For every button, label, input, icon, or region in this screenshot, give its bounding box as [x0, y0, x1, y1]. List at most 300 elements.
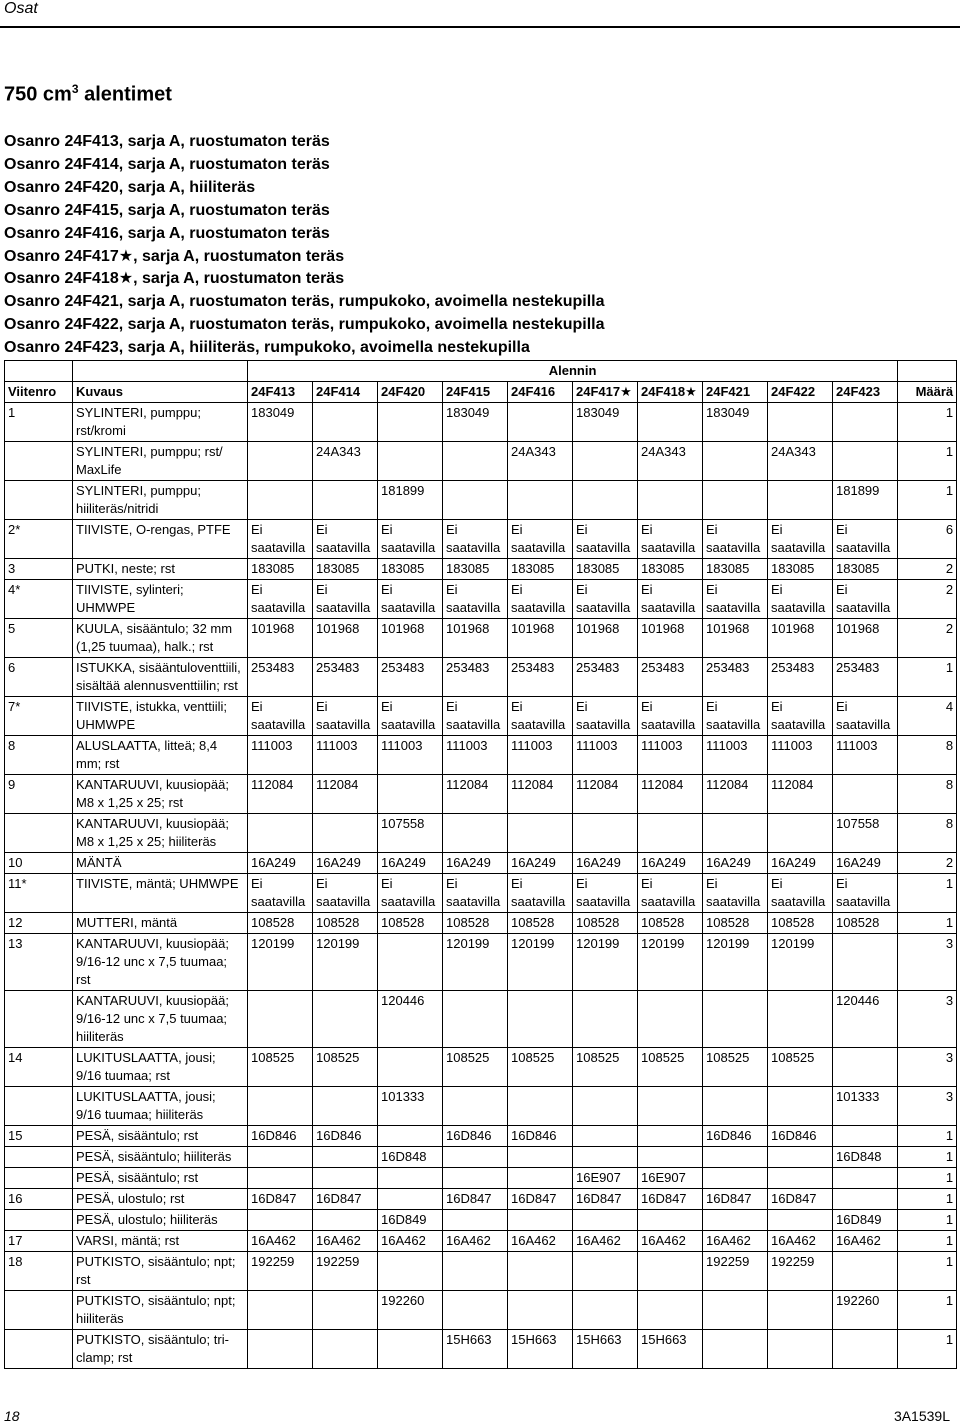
- part-number-cell: 120199: [313, 934, 378, 991]
- part-number-cell: 16E907: [573, 1168, 638, 1189]
- ref-cell: 14: [5, 1048, 73, 1087]
- part-number-cell: 16D846: [768, 1126, 833, 1147]
- part-number-cell: [248, 1210, 313, 1231]
- part-number-cell: [313, 814, 378, 853]
- part-number-cell: 16D847: [768, 1189, 833, 1210]
- part-number-cell: 183085: [638, 559, 703, 580]
- column-header: 24F423: [833, 382, 898, 403]
- part-number-cell: 16A462: [313, 1231, 378, 1252]
- part-number-cell: 108528: [638, 913, 703, 934]
- part-number-cell: [443, 1252, 508, 1291]
- part-number-cell: 107558: [833, 814, 898, 853]
- quantity-cell: 1: [898, 1168, 957, 1189]
- description-cell: ISTUKKA, sisääntuloventtiili, sisältää alennusventtiilin; rst: [73, 658, 248, 697]
- ref-cell: 9: [5, 775, 73, 814]
- part-number-cell: [638, 1252, 703, 1291]
- part-number-cell: Ei saatavilla: [573, 520, 638, 559]
- part-number-cell: 16D846: [443, 1126, 508, 1147]
- part-number-cell: [248, 1087, 313, 1126]
- part-number-cell: 183085: [703, 559, 768, 580]
- part-number-cell: [248, 481, 313, 520]
- part-number-cell: 16A249: [248, 853, 313, 874]
- part-number-cell: 253483: [703, 658, 768, 697]
- ref-cell: 7*: [5, 697, 73, 736]
- ref-cell: 13: [5, 934, 73, 991]
- part-number-cell: 108528: [833, 913, 898, 934]
- description-cell: PESÄ, sisääntulo; rst: [73, 1126, 248, 1147]
- part-number-cell: 183085: [573, 559, 638, 580]
- part-number-cell: 112084: [443, 775, 508, 814]
- ref-cell: 2*: [5, 520, 73, 559]
- header-divider: [0, 26, 960, 28]
- part-number-cell: 108528: [768, 913, 833, 934]
- part-number-cell: 111003: [573, 736, 638, 775]
- part-number-cell: 16A249: [703, 853, 768, 874]
- quantity-cell: 1: [898, 658, 957, 697]
- column-header: 24F417★: [573, 382, 638, 403]
- part-number-cell: [443, 442, 508, 481]
- model-list-item: Osanro 24F415, sarja A, ruostumaton teräs: [4, 201, 330, 219]
- part-number-cell: [443, 991, 508, 1048]
- description-cell: PUTKISTO, sisääntulo; npt; rst: [73, 1252, 248, 1291]
- table-row: [5, 1087, 957, 1126]
- part-number-cell: 111003: [443, 736, 508, 775]
- part-number-cell: 108525: [768, 1048, 833, 1087]
- table-row: [5, 403, 957, 442]
- part-number-cell: 253483: [573, 658, 638, 697]
- part-number-cell: Ei saatavilla: [768, 697, 833, 736]
- part-number-cell: 192259: [248, 1252, 313, 1291]
- part-number-cell: 183049: [573, 403, 638, 442]
- part-number-cell: 101333: [378, 1087, 443, 1126]
- part-number-cell: 16A462: [638, 1231, 703, 1252]
- part-number-cell: Ei saatavilla: [378, 520, 443, 559]
- part-number-cell: [508, 481, 573, 520]
- part-number-cell: 108525: [703, 1048, 768, 1087]
- part-number-cell: 108528: [703, 913, 768, 934]
- description-cell: SYLINTERI, pumppu; rst/ MaxLife: [73, 442, 248, 481]
- part-number-cell: [703, 1210, 768, 1231]
- part-number-cell: [313, 1087, 378, 1126]
- part-number-cell: Ei saatavilla: [248, 874, 313, 913]
- part-number-cell: 108528: [378, 913, 443, 934]
- model-list-item: Osanro 24F416, sarja A, ruostumaton teräs: [4, 224, 330, 242]
- part-number-cell: [638, 1087, 703, 1126]
- part-number-cell: 16D847: [248, 1189, 313, 1210]
- part-number-cell: 16D848: [833, 1147, 898, 1168]
- part-number-cell: [638, 403, 703, 442]
- part-number-cell: [833, 1252, 898, 1291]
- part-number-cell: [833, 1330, 898, 1369]
- group-header-spacer: [898, 361, 957, 382]
- part-number-cell: [573, 814, 638, 853]
- ref-cell: [5, 1168, 73, 1189]
- part-number-cell: Ei saatavilla: [378, 874, 443, 913]
- part-number-cell: 183049: [248, 403, 313, 442]
- model-list-item: Osanro 24F423, sarja A, hiiliteräs, rumpukoko, avoimella nestekupilla: [4, 339, 530, 357]
- part-number-cell: 192259: [703, 1252, 768, 1291]
- part-number-cell: Ei saatavilla: [703, 520, 768, 559]
- part-number-cell: 120199: [638, 934, 703, 991]
- part-number-cell: 120199: [443, 934, 508, 991]
- ref-cell: [5, 442, 73, 481]
- part-number-cell: 16D846: [703, 1126, 768, 1147]
- part-number-cell: 112084: [703, 775, 768, 814]
- part-number-cell: 108528: [443, 913, 508, 934]
- table-row: [5, 1291, 957, 1330]
- table-header-row: [5, 382, 957, 403]
- part-number-cell: [573, 1210, 638, 1231]
- description-cell: SYLINTERI, pumppu; rst/kromi: [73, 403, 248, 442]
- part-number-cell: [638, 1210, 703, 1231]
- part-number-cell: 16A462: [703, 1231, 768, 1252]
- quantity-cell: 2: [898, 559, 957, 580]
- part-number-cell: 101968: [638, 619, 703, 658]
- ref-cell: 8: [5, 736, 73, 775]
- part-number-cell: Ei saatavilla: [833, 874, 898, 913]
- part-number-cell: 101968: [768, 619, 833, 658]
- part-number-cell: Ei saatavilla: [378, 580, 443, 619]
- quantity-cell: 6: [898, 520, 957, 559]
- part-number-cell: 183085: [768, 559, 833, 580]
- part-number-cell: 16E907: [638, 1168, 703, 1189]
- part-number-cell: [443, 1147, 508, 1168]
- quantity-cell: 8: [898, 814, 957, 853]
- ref-cell: [5, 991, 73, 1048]
- part-number-cell: [833, 1048, 898, 1087]
- part-number-cell: 24A343: [313, 442, 378, 481]
- part-number-cell: Ei saatavilla: [638, 580, 703, 619]
- part-number-cell: Ei saatavilla: [573, 580, 638, 619]
- part-number-cell: 111003: [703, 736, 768, 775]
- part-number-cell: [573, 1147, 638, 1168]
- section-title-sup: 3: [71, 82, 79, 96]
- part-number-cell: 111003: [248, 736, 313, 775]
- part-number-cell: [248, 1330, 313, 1369]
- part-number-cell: 183085: [443, 559, 508, 580]
- quantity-cell: 2: [898, 580, 957, 619]
- model-list-item: Osanro 24F421, sarja A, ruostumaton teräs, rumpukoko, avoimella nestekupilla: [4, 293, 605, 311]
- part-number-cell: [768, 1147, 833, 1168]
- part-number-cell: [768, 1210, 833, 1231]
- part-number-cell: 183085: [833, 559, 898, 580]
- part-number-cell: 192260: [833, 1291, 898, 1330]
- part-number-cell: 16D848: [378, 1147, 443, 1168]
- part-number-cell: [508, 991, 573, 1048]
- ref-cell: 15: [5, 1126, 73, 1147]
- part-number-cell: 16D846: [313, 1126, 378, 1147]
- part-number-cell: Ei saatavilla: [508, 520, 573, 559]
- document-id: 3A1539L: [893, 1408, 950, 1424]
- part-number-cell: 108528: [313, 913, 378, 934]
- part-number-cell: [248, 1291, 313, 1330]
- part-number-cell: [768, 991, 833, 1048]
- part-number-cell: Ei saatavilla: [703, 697, 768, 736]
- quantity-cell: 1: [898, 1330, 957, 1369]
- part-number-cell: [248, 991, 313, 1048]
- part-number-cell: 16D847: [443, 1189, 508, 1210]
- part-number-cell: [313, 1147, 378, 1168]
- model-list-item: Osanro 24F420, sarja A, hiiliteräs: [4, 178, 256, 196]
- part-number-cell: 108528: [508, 913, 573, 934]
- part-number-cell: 108525: [638, 1048, 703, 1087]
- part-number-cell: 112084: [638, 775, 703, 814]
- ref-cell: 3: [5, 559, 73, 580]
- part-number-cell: Ei saatavilla: [313, 874, 378, 913]
- quantity-cell: 4: [898, 697, 957, 736]
- part-number-cell: Ei saatavilla: [638, 520, 703, 559]
- quantity-cell: 1: [898, 1210, 957, 1231]
- part-number-cell: [703, 1291, 768, 1330]
- section-title-prefix: 750 cm: [4, 83, 72, 106]
- table-row: [5, 658, 957, 697]
- part-number-cell: [833, 1126, 898, 1147]
- part-number-cell: [833, 934, 898, 991]
- quantity-cell: 1: [898, 481, 957, 520]
- description-cell: ALUSLAATTA, litteä; 8,4 mm; rst: [73, 736, 248, 775]
- part-number-cell: 192260: [378, 1291, 443, 1330]
- part-number-cell: [768, 1087, 833, 1126]
- part-number-cell: [833, 1168, 898, 1189]
- part-number-cell: 183085: [378, 559, 443, 580]
- part-number-cell: 16A249: [443, 853, 508, 874]
- part-number-cell: 183049: [443, 403, 508, 442]
- part-number-cell: 253483: [248, 658, 313, 697]
- part-number-cell: 16A249: [638, 853, 703, 874]
- part-number-cell: [508, 1168, 573, 1189]
- part-number-cell: [638, 1291, 703, 1330]
- part-number-cell: 181899: [378, 481, 443, 520]
- part-number-cell: [378, 403, 443, 442]
- table-row: [5, 934, 957, 991]
- part-number-cell: Ei saatavilla: [768, 580, 833, 619]
- part-number-cell: 16A462: [248, 1231, 313, 1252]
- part-number-cell: 108525: [508, 1048, 573, 1087]
- description-cell: KUULA, sisääntulo; 32 mm (1,25 tuumaa), halk.; rst: [73, 619, 248, 658]
- table-row: [5, 481, 957, 520]
- part-number-cell: [443, 1087, 508, 1126]
- section-title: [4, 82, 172, 107]
- part-number-cell: [573, 1252, 638, 1291]
- part-number-cell: 101968: [378, 619, 443, 658]
- part-number-cell: [573, 481, 638, 520]
- description-cell: TIIVISTE, O-rengas, PTFE: [73, 520, 248, 559]
- description-cell: PESÄ, sisääntulo; hiiliteräs: [73, 1147, 248, 1168]
- part-number-cell: 101968: [508, 619, 573, 658]
- table-row: [5, 1210, 957, 1231]
- part-number-cell: Ei saatavilla: [508, 697, 573, 736]
- part-number-cell: 15H663: [508, 1330, 573, 1369]
- description-cell: TIIVISTE, sylinteri; UHMWPE: [73, 580, 248, 619]
- quantity-cell: 1: [898, 874, 957, 913]
- ref-cell: [5, 481, 73, 520]
- part-number-cell: [833, 775, 898, 814]
- part-number-cell: 16D847: [573, 1189, 638, 1210]
- part-number-cell: Ei saatavilla: [248, 520, 313, 559]
- table-group-header-row: [5, 361, 957, 382]
- table-row: [5, 520, 957, 559]
- part-number-cell: Ei saatavilla: [313, 580, 378, 619]
- part-number-cell: 101968: [248, 619, 313, 658]
- part-number-cell: 253483: [313, 658, 378, 697]
- part-number-cell: [313, 1291, 378, 1330]
- description-cell: KANTARUUVI, kuusiopää; 9/16-12 unc x 7,5 tuumaa; rst: [73, 934, 248, 991]
- quantity-cell: 1: [898, 1189, 957, 1210]
- part-number-cell: 108525: [573, 1048, 638, 1087]
- quantity-cell: 1: [898, 403, 957, 442]
- part-number-cell: 112084: [508, 775, 573, 814]
- part-number-cell: 101968: [313, 619, 378, 658]
- description-cell: MUTTERI, mäntä: [73, 913, 248, 934]
- ref-cell: 12: [5, 913, 73, 934]
- part-number-cell: [248, 1147, 313, 1168]
- part-number-cell: [248, 442, 313, 481]
- part-number-cell: 120446: [833, 991, 898, 1048]
- part-number-cell: 120199: [703, 934, 768, 991]
- part-number-cell: [508, 1291, 573, 1330]
- description-cell: KANTARUUVI, kuusiopää; M8 x 1,25 x 25; hiiliteräs: [73, 814, 248, 853]
- column-header: 24F415: [443, 382, 508, 403]
- part-number-cell: 16D849: [378, 1210, 443, 1231]
- part-number-cell: [508, 403, 573, 442]
- table-row: [5, 736, 957, 775]
- description-cell: TIIVISTE, istukka, venttiili; UHMWPE: [73, 697, 248, 736]
- part-number-cell: 24A343: [768, 442, 833, 481]
- ref-cell: [5, 1210, 73, 1231]
- part-number-cell: 108525: [443, 1048, 508, 1087]
- table-row: [5, 1330, 957, 1369]
- part-number-cell: 16A462: [573, 1231, 638, 1252]
- ref-cell: 6: [5, 658, 73, 697]
- part-number-cell: [443, 1210, 508, 1231]
- part-number-cell: 16A462: [443, 1231, 508, 1252]
- part-number-cell: 183085: [248, 559, 313, 580]
- part-number-cell: [378, 1330, 443, 1369]
- column-header: 24F418★: [638, 382, 703, 403]
- quantity-cell: 8: [898, 775, 957, 814]
- part-number-cell: [443, 814, 508, 853]
- table-row: [5, 853, 957, 874]
- parts-table: [4, 360, 957, 1369]
- table-row: [5, 913, 957, 934]
- part-number-cell: 16A462: [833, 1231, 898, 1252]
- table-row: [5, 1048, 957, 1087]
- part-number-cell: 120199: [248, 934, 313, 991]
- part-number-cell: 112084: [313, 775, 378, 814]
- part-number-cell: [378, 1189, 443, 1210]
- ref-cell: [5, 1330, 73, 1369]
- part-number-cell: 111003: [638, 736, 703, 775]
- part-number-cell: 111003: [768, 736, 833, 775]
- part-number-cell: [703, 991, 768, 1048]
- table-row: [5, 874, 957, 913]
- description-cell: PUTKISTO, sisääntulo; npt; hiiliteräs: [73, 1291, 248, 1330]
- part-number-cell: 108525: [248, 1048, 313, 1087]
- ref-cell: [5, 1087, 73, 1126]
- part-number-cell: [313, 991, 378, 1048]
- table-row: [5, 814, 957, 853]
- part-number-cell: Ei saatavilla: [443, 580, 508, 619]
- part-number-cell: [378, 442, 443, 481]
- column-header: 24F414: [313, 382, 378, 403]
- description-cell: KANTARUUVI, kuusiopää; 9/16-12 unc x 7,5 tuumaa; hiiliteräs: [73, 991, 248, 1048]
- part-number-cell: [443, 481, 508, 520]
- part-number-cell: [248, 1168, 313, 1189]
- part-number-cell: Ei saatavilla: [833, 520, 898, 559]
- part-number-cell: [313, 403, 378, 442]
- part-number-cell: [703, 1087, 768, 1126]
- part-number-cell: [703, 1168, 768, 1189]
- part-number-cell: 16A462: [768, 1231, 833, 1252]
- part-number-cell: [703, 1330, 768, 1369]
- part-number-cell: 16A249: [313, 853, 378, 874]
- table-row: [5, 1168, 957, 1189]
- quantity-cell: 1: [898, 913, 957, 934]
- part-number-cell: 192259: [313, 1252, 378, 1291]
- quantity-cell: 1: [898, 1291, 957, 1330]
- description-cell: LUKITUSLAATTA, jousi; 9/16 tuumaa; hiiliteräs: [73, 1087, 248, 1126]
- model-list-item: Osanro 24F417★, sarja A, ruostumaton teräs: [4, 247, 345, 265]
- ref-cell: 10: [5, 853, 73, 874]
- part-number-cell: 101968: [443, 619, 508, 658]
- quantity-cell: 1: [898, 1126, 957, 1147]
- part-number-cell: Ei saatavilla: [378, 697, 443, 736]
- part-number-cell: [573, 1291, 638, 1330]
- description-cell: PESÄ, ulostulo; hiiliteräs: [73, 1210, 248, 1231]
- part-number-cell: 16A249: [508, 853, 573, 874]
- page-number: 18: [4, 1408, 20, 1424]
- part-number-cell: [378, 775, 443, 814]
- table-row: [5, 1147, 957, 1168]
- ref-cell: 16: [5, 1189, 73, 1210]
- quantity-cell: 3: [898, 934, 957, 991]
- part-number-cell: 101333: [833, 1087, 898, 1126]
- quantity-cell: 1: [898, 442, 957, 481]
- description-cell: PUTKISTO, sisääntulo; tri-clamp; rst: [73, 1330, 248, 1369]
- quantity-cell: 2: [898, 853, 957, 874]
- group-header-spacer: [73, 361, 248, 382]
- part-number-cell: 120199: [508, 934, 573, 991]
- description-cell: PUTKI, neste; rst: [73, 559, 248, 580]
- part-number-cell: Ei saatavilla: [638, 874, 703, 913]
- part-number-cell: Ei saatavilla: [248, 697, 313, 736]
- part-number-cell: [508, 1087, 573, 1126]
- part-number-cell: Ei saatavilla: [768, 874, 833, 913]
- part-number-cell: [248, 814, 313, 853]
- part-number-cell: [703, 814, 768, 853]
- ref-cell: [5, 1147, 73, 1168]
- quantity-cell: 8: [898, 736, 957, 775]
- ref-cell: 5: [5, 619, 73, 658]
- part-number-cell: [378, 1252, 443, 1291]
- part-number-cell: 101968: [573, 619, 638, 658]
- part-number-cell: [443, 1168, 508, 1189]
- part-number-cell: 24A343: [508, 442, 573, 481]
- part-number-cell: 15H663: [443, 1330, 508, 1369]
- part-number-cell: [573, 1126, 638, 1147]
- table-row: [5, 442, 957, 481]
- table-row: [5, 697, 957, 736]
- description-cell: VARSI, mäntä; rst: [73, 1231, 248, 1252]
- quantity-cell: 1: [898, 1147, 957, 1168]
- part-number-cell: [573, 991, 638, 1048]
- part-number-cell: 16A249: [833, 853, 898, 874]
- part-number-cell: Ei saatavilla: [833, 580, 898, 619]
- model-list-item: Osanro 24F422, sarja A, ruostumaton teräs, rumpukoko, avoimella nestekupilla: [4, 316, 605, 334]
- column-header: 24F416: [508, 382, 573, 403]
- part-number-cell: 183085: [313, 559, 378, 580]
- quantity-cell: 1: [898, 1231, 957, 1252]
